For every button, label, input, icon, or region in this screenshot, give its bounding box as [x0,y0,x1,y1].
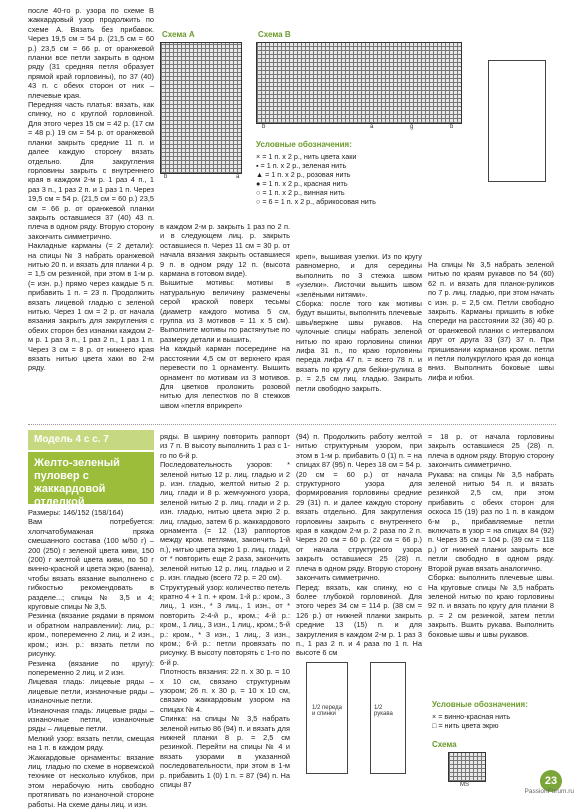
schema-title: Схема [432,740,457,749]
legend-item: ● = 1 п. х 2 р., красная нить [256,179,348,188]
paragraph: = 18 р. от начала горловины закрыть оставшиеся 25 (28) п. плеча в одном ряду. Вторую сторону закончить симметрично. [428,432,554,470]
page-number: 23 [540,770,562,792]
legend2-title: Условные обозначения: [432,700,528,709]
column-3-top [296,252,422,393]
paragraph: Изнаночная гладь: лицевые ряды – изнаночные петли, изнаночные ряды – лицевые петли. [28,705,154,734]
chart-b-label-b: b [262,124,266,130]
paragraph: Вышитые мотивы: мотивы в натуральную величину размечены серой краской поверх тесьмы (диаметр каждого мотива 5 см, группа из 3 мотивов = 11 х 5 см). Выполните мотивы по растянутые по размеру детали и вышить. [160,278,290,344]
schema-grid [448,752,486,782]
model-header: Модель 4 с с. 7 [28,430,154,450]
section-divider [28,424,556,425]
chart-b-label-g: g [410,124,414,130]
chart-a-title: Схема А [162,30,195,39]
paragraph: Рукава: на спицы № 3,5 набрать зеленой нитью 54 п. и вязать резинкой 2,5 см, при этом прибавить с обеих сторон для оскоса 15 (19) раз по 1 п. в каждом 6-м р., прибавляемые петли включать в узор = на спицах 84 (92) п. Через 35 см = 104 р. (39 см = 118 р.) от нижней планки закрыть все петли свободно в одном ряду. Второй рукав вязать аналогично. [428,469,554,573]
paragraph: ряды. В ширину повторить раппорт из 7 п. В высоту выполнить 1 раз с 1-го по 6-й р. [160,432,290,460]
sleeve-label: 1/2 рукава [374,705,393,717]
paragraph: Передняя часть платья: вязать, как спинку, но с круглой горловиной. Для этого через 15 см = 42 р. (17 см = 48 р.) 19 см = 54 р. от оранжевой планки закрыть средние 11 п. и далее каждую сторону вязать отдельно. Для закругления горловины закрыть с внутреннего края в каждом 2-м р. 1 раз 4 п., 1 раз 3 п., 1 раз 2 п. и 1 раз 1 п. Через 19,5 см = 54 р. (21,5 см = 60 р.) 23,5 см = 66 р. от оранжевой планки закрыть оставшиеся 37 (40) 43 п. плеча в одном ряду. Вторую сторону закончить симметрично. [28,100,154,241]
paragraph: (94) п. Продолжить работу желтой нитью структурным узором, при этом в 1-м р. прибавить 0 (1) п. = на спицах 87 (95) п. Через 18 см = 54 р. (20 см = 60 р.) от начала структурного узора для формирования горловины средние 29 (31) п. и далее каждую сторону вязать отдельно. Для закругления горловины закрыть с внутреннего края в каждом 2-м р. 2 раза по 2 п. Через 20 см = 60 р. (22 см = 66 р.) от начала структурного узора закрыть оставшиеся 25 (28) п. плеча в одном ряду. Вторую сторону закончить симметрично. [296,432,422,583]
chart-b-label-b2: b [450,124,454,130]
paragraph: в каждом 2-м р. закрыть 1 раз по 2 п. и в следующем лиц. р. закрыть оставшиеся п. Через 11 см = 30 р. от начала вязания закрыть оставшиеся 9 п. в одном ряду 12 п. (высота кармана в готовом виде). [160,222,290,279]
front-back-label: 1/2 переда и спинки [312,705,342,717]
column-2-top [160,222,290,410]
legend2-item: × = винно-красная нить [432,712,511,721]
paragraph: Лицевая гладь: лицевые ряды – лицевые петли, изнаночные ряды – изнаночные петли. [28,677,154,706]
paragraph: Перед: вязать, как спинку, но с более глубокой горловиной. Для этого через 34 см = 114 р. (38 см = 126 р.) от нижней планки закрыть средние 13 (15) п. и для закругления в каждом 2-м р. 1 раз 3 п., 1 раз 2 п. и 4 раза по 1 п. На высоте 6 см [296,582,422,658]
paragraph: Резинка (вязание по кругу): попеременно 2 лиц. и 2 изн. [28,658,154,677]
paragraph: креп», вышивая узелки. Из по кругу равномерно, и для середины выполнить по 3 стежка швом «узелки». Листочки вышить швом «зелёными нитями». [296,252,422,299]
legend-title: Условные обозначения: [256,140,352,149]
chart-b-label-a: a [370,124,374,130]
paragraph: На каждый карман посередине на расстоянии 4,5 см от верхнего края перевести по 1 орнаменту. Вышить орнамент по мотивам из 3 мотивов. Для цветков проложить розовой нитью для лепестков по 8 стежков швом «петля вприкреп» [160,344,290,410]
paragraph: Размеры: 146/152 (158/164) [28,508,124,517]
model-title: Желто-зеленый пуловер с жаккардовой отделкой [28,452,154,504]
column-4-top [428,260,554,382]
front-back-schematic [306,662,348,774]
legend-item: ○ = 6 = 1 п. х 2 р., абрикосовая нить [256,197,376,206]
paragraph: На спицы № 3,5 набрать зеленой нитью по краям рукавов по 54 (60) 62 п. и вязать для планок-руликов по 7 р. лиц. гладью, при этом начать с изн. р. = 2,5 см. Петли свободно закрыть. Карманы пришить в юбке спереди на расстоянии 32 (36) 40 р. от оранжевой планки с интервалом друг от друга 33 (37) 37 п. При пришивании карманов кромк. петли и петли полукруглого края до конца вниз. Выполнить боковые швы лифа и юбки. [428,260,554,382]
column-2-bottom [160,432,290,789]
legend-item: ▲ = 1 п. х 2 р., розовая нить [256,170,351,179]
paragraph: Сборка: выполнить плечевые швы. На круговые спицы № 3,5 набрать зеленой нитью по краю горловины 92 п. и вязать по кругу для планки 8 р. = 2 см резинкой, затем петли закрыть. Вшить рукава. Выполнить боковые швы и швы рукавов. [428,573,554,639]
paragraph: Плотность вязания: 22 п. х 30 р. = 10 х 10 см, связано структурным узором; 26 п. х 30 р. = 10 х 10 см, связано жаккардовым узором на спицах № 4. [160,667,290,714]
paragraph: Структурный узор: количество петель кратно 4 + 1 п. + кром. 1-й р.: кром., 3 лиц., 1 изн., * 3 лиц., 1 изн., от * повторить 2-4-й р., кром.; 4-й р.: кром., 1 лиц., 3 изн., 1 лиц., кром.; 5-й р.: кром., * 3 изн., 1 лиц., 3 изн., кром.; 6-й р.: петли провязать по рисунку. В высоту повторять с 1-го по 6-й р. [160,582,291,667]
column-3-bottom [296,432,422,658]
chart-a-label-b: b [164,174,168,180]
schema-label: MS [460,782,469,788]
paragraph: Накладные карманы (= 2 детали): на спицы № 3 набрать оранжевой нитью 20 п. и вязать для планки 4 р. = 1,5 см резинкой, при этом в 1-м р. (= изн. р.) прямо через каждые 5 п. прибавить 1 п. = 23 п. Продолжить вязать лицевой гладью с зеленой нитью. Через 1 см = 2 р. от начала вязания закрыть для закругления с обеих сторон без изнанки каждом 2-м р. 1 раз 3 п., 1 раз 2 п., 1 раз 1 п. Через 3 см = 8 р. от нижнего края вязать нитью цвета хаки во 2-м ряду. [28,241,154,373]
paragraph: Жаккардовые орнаменты: вязание лиц. гладью по схеме в норвежской технике от несколько клубков, при этом нерабочую нить свободно протягивать по изнаночной стороне работы. На схеме даны лиц. и изн. [28,752,154,809]
legend-item: ▪ = 1 п. х 2 р., зеленая нить [256,161,347,170]
chart-a-grid [160,42,242,174]
chart-b-title: Схема В [258,30,291,39]
paragraph: Резинка (вязание рядами в прямом и обратном направлении): лиц. р.: кром., попеременно 2 лиц. и 2 изн., кром.; изн. р.: вязать петли по рисунку. [28,611,154,659]
paragraph: Вам потребуется: хлопчатобумажная пряжа смешанного состава (100 м/50 г) – 200 (250) г зеленой цвета киви, 150 (200) г желтой цвета киви, по 50 г винно-красной и цвета экрю (ванна), чтобы вязать вязание выполнено с гибкостью рекомендовать в разделе...; спицы № 3,5 и 4; круговые спицы № 3,5. [28,517,154,612]
dress-schematic [488,60,546,182]
column-4-bottom [428,432,554,639]
paragraph: Мелкий узор: вязать петли, смещая на 1 п. в каждом ряду. [28,733,154,753]
chart-a-label-a: a [236,174,240,180]
footer-watermark: PassionForum.ru [524,788,574,795]
paragraph: Сборка: после того как мотивы будут вышиты, выполнить плечевые швы/вержне швы рукавов. На чулочные спицы набрать зеленой нитью по краю горловины спинки лифа 31 п., по краю горловины переда лифа 47 п. = всего 78 п. и вязать по кругу для бейки-рулика 8 р. = 2,5 см лиц. гладью. Закрыть петли свободно закрыть. [296,299,422,393]
paragraph: Спинка: на спицы № 3,5 набрать зеленой нитью 86 (94) п. и вязать для нижней планки 8 р. = 2,5 см резинкой. Перейти на спицы № 4 и вязать узорами в указанной последовательности, при этом в 1-м р. прибавить 1 (0) 1 п. = 87 (94) п. На спицы 87 [160,714,290,790]
legend-item: × = 1 п. х 2 р., нить цвета хаки [256,152,357,161]
sleeve-schematic [370,662,406,774]
paragraph: после 40-го р. узора по схеме В жаккардовый узор продолжить по схеме А. Вязать без прибавок. Через 19,5 см = 54 р. (21,5 см = 60 р.) 23,5 см = 66 р. от оранжевой планки все петли закрыть в одном ряду (31 средняя петля образует прямой край горловины), по 37 (40) 43 п. с обеих сторон от них – плечевые края. [28,6,154,100]
column-1-top [28,6,154,373]
legend-item: ○ = 1 п. х 2 р., винная нить [256,188,345,197]
paragraph: Последовательность узоров: * зеленой нитью 12 р. лиц. гладью и 2 р. изн. гладью, желтой нитью 2 р. лиц. глади и 8 р. жемчужного узора, зеленой нитью 2 р. лиц. глади и 2 р. изн. гладью, нитью цвета экрю 2 р. лиц. гладью, затем 6 р. жаккардового орнамента (= 12 (13) раппортов между кром. петлями, закончить 1-й п.), нитью цвета экрю 1 р. лиц. глади, от * повторить еще 2 раза, закончить зеленой нитью 12 р. лиц. гладью и 2 р. изн. гладью (всего 72 р. = 20 см). [160,460,290,583]
legend2-item: □ = нить цвета экрю [432,721,499,730]
column-1-bottom [28,508,154,809]
chart-b-grid [256,42,462,124]
